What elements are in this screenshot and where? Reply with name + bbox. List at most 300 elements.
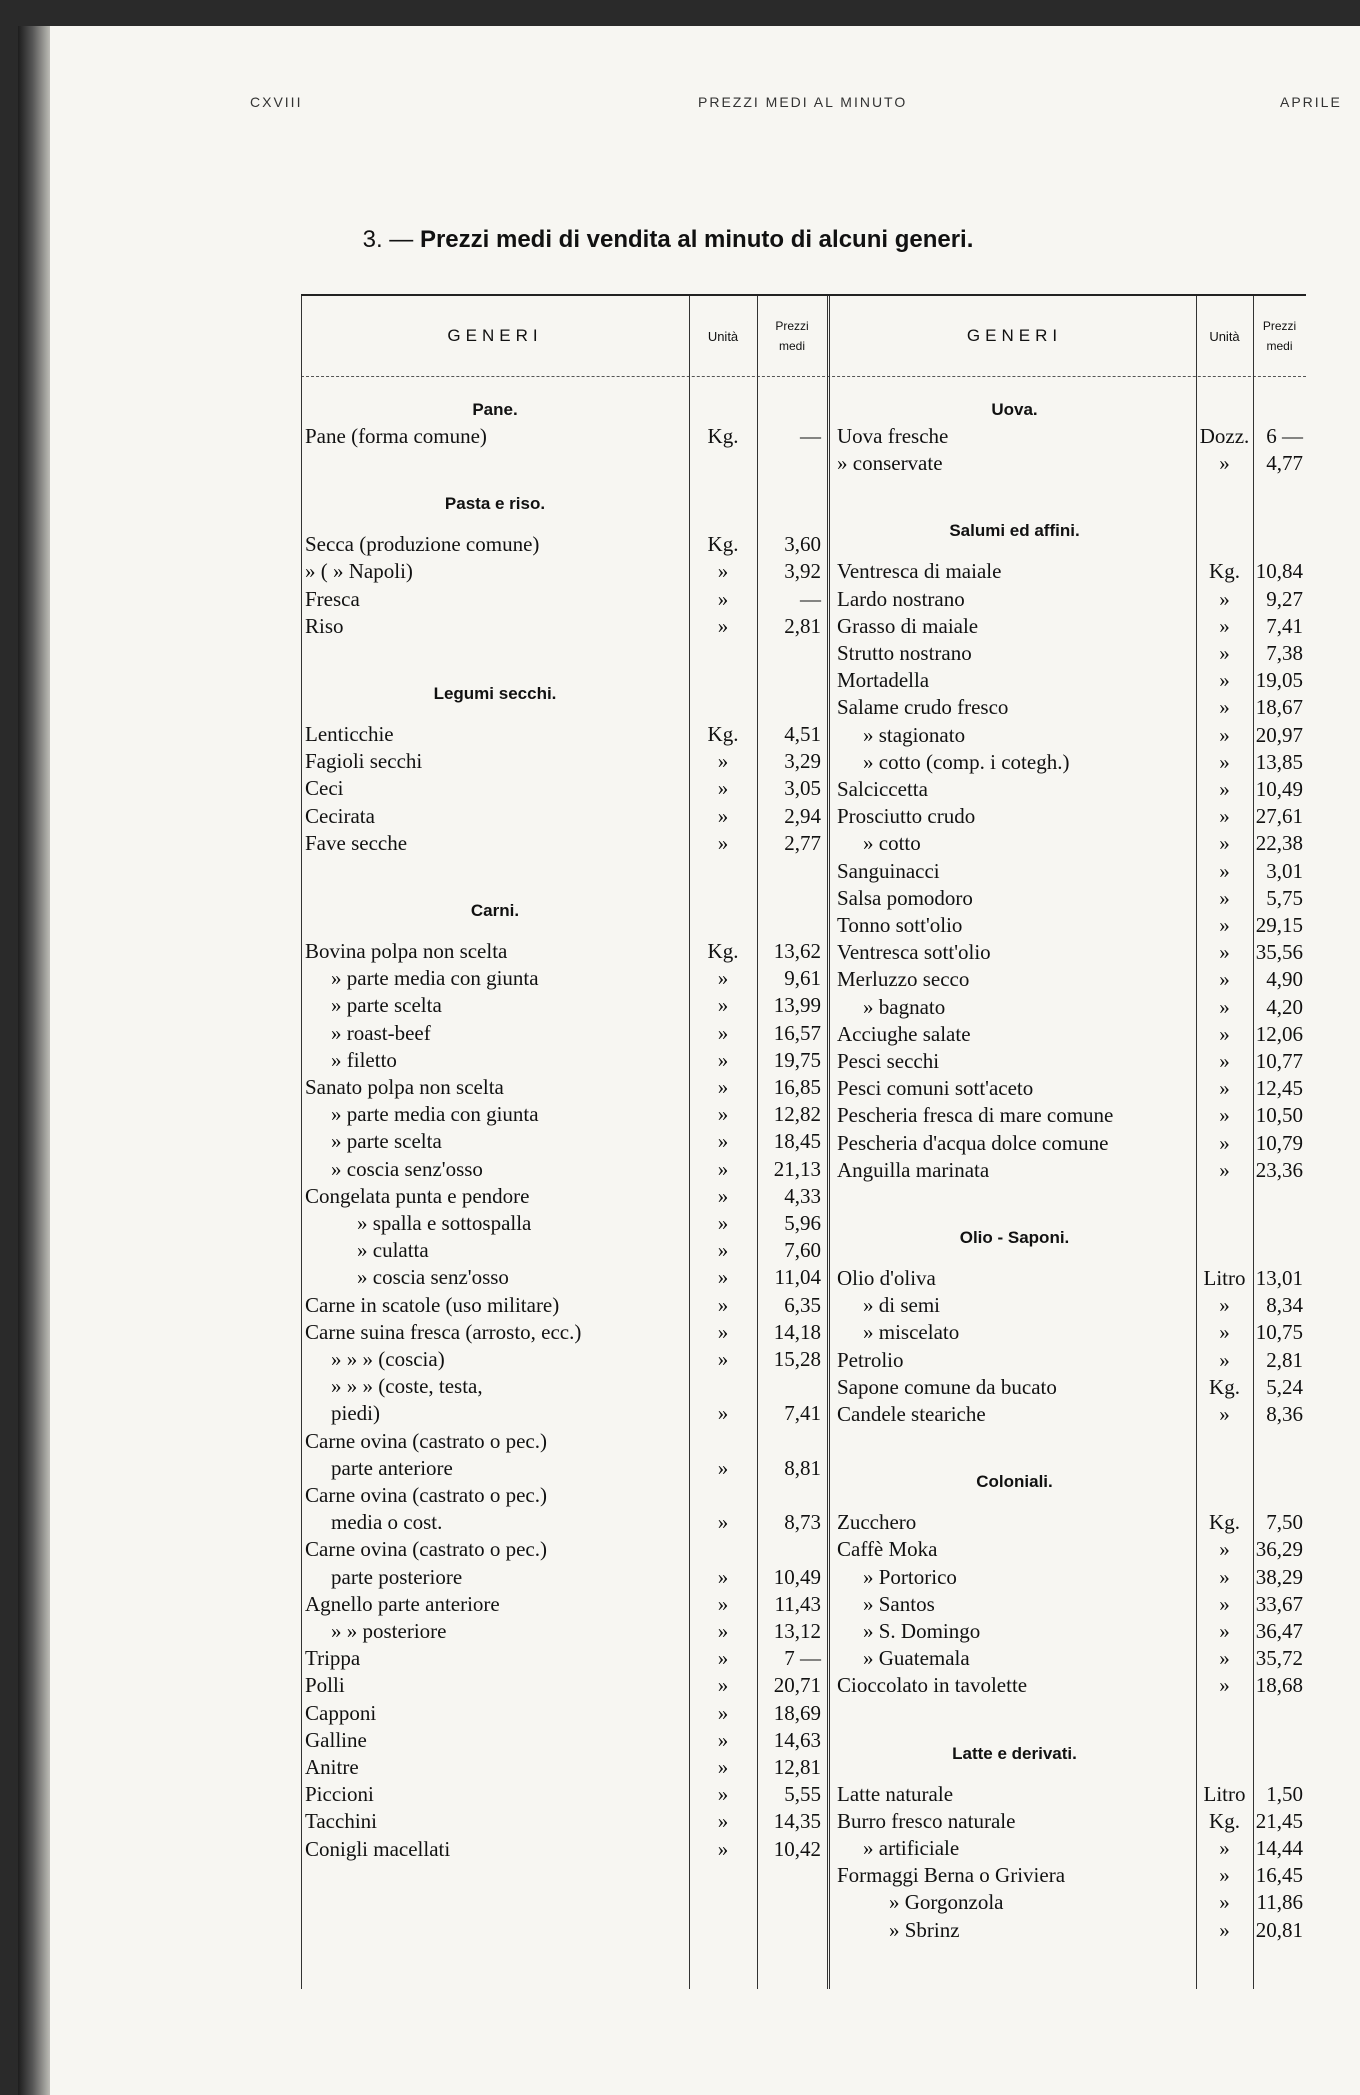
item-name: Secca (produzione comune) <box>305 532 540 557</box>
table-row <box>301 1591 827 1618</box>
table-row <box>301 721 827 748</box>
table-row <box>301 1808 827 1835</box>
item-name: Anguilla marinata <box>837 1157 990 1182</box>
item-name: Candele steariche <box>837 1402 986 1426</box>
item-price: 23,36 <box>1255 1157 1303 1182</box>
table-row <box>301 1509 827 1536</box>
item-name: » miscelato <box>863 1320 960 1345</box>
item-name: Carne in scatole (uso militare) <box>305 1292 560 1317</box>
table-row <box>833 1672 1306 1699</box>
item-price: 38,29 <box>1255 1564 1303 1589</box>
table-row <box>301 558 827 585</box>
item-name: » parte media con giunta <box>331 1102 539 1127</box>
item-unit: » <box>1219 641 1230 665</box>
item-name: » Guatemala <box>863 1646 970 1671</box>
item-unit: » <box>1219 1049 1230 1073</box>
item-price: 27,61 <box>1255 804 1303 829</box>
item-unit: » <box>717 1564 729 1589</box>
item-price: 8,73 <box>784 1510 821 1535</box>
item-price: 2,77 <box>784 830 821 855</box>
item-unit: » <box>717 1700 729 1725</box>
table-row <box>833 912 1306 939</box>
item-name: » parte scelta <box>331 1129 442 1154</box>
item-price: 35,72 <box>1255 1646 1303 1671</box>
section-heading: Legumi secchi. <box>433 684 557 703</box>
item-unit: » <box>1219 1076 1230 1101</box>
table-row <box>833 939 1306 966</box>
item-price: 3,92 <box>784 559 821 584</box>
table-row <box>833 1618 1306 1645</box>
table-row <box>833 994 1306 1021</box>
item-unit: Kg. <box>707 939 739 963</box>
table-row <box>833 1319 1306 1346</box>
item-name: Salame crudo fresco <box>837 695 1009 720</box>
item-name: » parte media con giunta <box>331 966 539 991</box>
table-row <box>301 613 827 640</box>
table-row <box>833 1808 1306 1835</box>
item-unit: » <box>717 1129 729 1154</box>
item-price: 10,50 <box>1255 1103 1303 1128</box>
item-name: » coscia senz'osso <box>357 1265 509 1290</box>
table-row <box>301 748 827 775</box>
item-price: 20,71 <box>773 1673 821 1698</box>
item-name: piedi) <box>331 1401 380 1426</box>
table-row <box>301 1482 827 1509</box>
item-name: Agnello parte anteriore <box>305 1591 500 1616</box>
item-price: 13,85 <box>1255 749 1303 774</box>
table-row <box>833 1645 1306 1672</box>
item-price: 5,75 <box>1266 885 1303 910</box>
item-name: Cioccolato in tavolette <box>837 1673 1028 1698</box>
table-row <box>833 1130 1306 1157</box>
right-unita-header: Unità <box>1209 328 1240 344</box>
item-name: Formaggi Berna o Griviera <box>837 1863 1066 1888</box>
item-price: 2,81 <box>1266 1347 1303 1372</box>
item-unit: Kg. <box>707 722 739 746</box>
item-unit: » <box>1219 1402 1230 1426</box>
item-unit: » <box>717 966 729 991</box>
item-name: Pescheria d'acqua dolce comune <box>837 1130 1109 1155</box>
item-price: 14,35 <box>773 1809 821 1834</box>
item-price: 13,62 <box>773 939 821 963</box>
item-unit: » <box>1219 1320 1230 1345</box>
item-name: Prosciutto crudo <box>837 804 976 829</box>
running-title: PREZZI MEDI AL MINUTO <box>698 94 908 110</box>
item-name: Carne ovina (castrato o pec.) <box>305 1537 547 1562</box>
item-unit: » <box>717 1673 729 1698</box>
item-name: » S. Domingo <box>863 1619 981 1643</box>
table-row <box>833 423 1306 450</box>
item-name: » filetto <box>331 1047 397 1072</box>
item-price: 3,60 <box>784 532 821 557</box>
item-price: 12,82 <box>773 1102 821 1127</box>
item-unit: Kg. <box>1209 1374 1240 1399</box>
item-unit: » <box>1219 1157 1230 1182</box>
item-price: 13,99 <box>773 993 821 1018</box>
item-price: 10,75 <box>1255 1320 1303 1345</box>
table-row <box>833 803 1306 830</box>
section-heading: Salumi ed affini. <box>949 521 1080 541</box>
item-unit: » <box>1219 858 1230 883</box>
item-unit: » <box>717 559 729 584</box>
item-price: 3,01 <box>1266 858 1303 883</box>
table-row <box>301 1074 827 1101</box>
table-row <box>301 1319 827 1346</box>
table-row <box>301 586 827 613</box>
table-row <box>301 1101 827 1128</box>
item-price: 10,79 <box>1255 1130 1303 1155</box>
item-name: » cotto (comp. i cotegh.) <box>863 749 1070 774</box>
item-name: Piccioni <box>305 1782 374 1807</box>
item-price: 7,60 <box>784 1238 821 1263</box>
item-name: » Gorgonzola <box>889 1890 1004 1915</box>
item-unit: » <box>717 1401 729 1426</box>
item-unit: » <box>717 1156 729 1181</box>
item-unit: » <box>1219 1917 1230 1942</box>
item-unit: Kg. <box>1209 1808 1240 1833</box>
item-price: 13,12 <box>773 1619 821 1643</box>
item-price: 18,68 <box>1255 1673 1303 1698</box>
item-price: 18,69 <box>773 1700 821 1725</box>
item-name: Ceci <box>305 776 344 801</box>
item-name: Trippa <box>305 1646 361 1671</box>
item-price: 7,50 <box>1266 1510 1303 1535</box>
item-unit: » <box>717 1755 729 1779</box>
item-name: Fagioli secchi <box>305 749 423 774</box>
table-row <box>301 938 827 965</box>
item-price: 5,24 <box>1266 1374 1303 1399</box>
running-title-right: APRILE <box>1280 94 1342 110</box>
table-row <box>833 1889 1306 1916</box>
table-row <box>833 1862 1306 1889</box>
item-price: 19,05 <box>1255 668 1303 693</box>
center-double-rule <box>827 296 830 1989</box>
item-price: — <box>800 586 821 611</box>
item-name: Fresca <box>305 586 360 611</box>
item-unit: » <box>1219 994 1230 1019</box>
item-price: 20,81 <box>1255 1917 1303 1942</box>
table-row <box>833 1591 1306 1618</box>
item-name: » » » (coscia) <box>331 1347 445 1371</box>
item-unit: » <box>1219 722 1230 747</box>
table-row <box>833 1157 1306 1184</box>
item-name: Polli <box>305 1673 345 1698</box>
table-row <box>301 1727 827 1754</box>
item-unit: » <box>717 1211 729 1235</box>
table-row <box>833 1781 1306 1808</box>
section-heading: Uova. <box>991 400 1038 419</box>
header-separator <box>301 376 1306 377</box>
table-title-text: Prezzi medi di vendita al minuto di alcuni generi. <box>419 226 974 253</box>
table-row <box>833 1835 1306 1862</box>
item-name: Salciccetta <box>837 777 928 801</box>
item-unit: » <box>717 1347 729 1371</box>
item-price: 8,36 <box>1266 1402 1303 1426</box>
item-unit: » <box>717 1510 729 1535</box>
item-price: 4,90 <box>1266 967 1303 992</box>
item-name: Sapone comune da bucato <box>837 1374 1057 1399</box>
table-row <box>301 531 827 558</box>
item-price: 21,45 <box>1255 1808 1303 1833</box>
item-unit: » <box>1219 749 1230 774</box>
item-price: 10,42 <box>773 1836 821 1861</box>
item-price: 29,15 <box>1255 913 1303 937</box>
item-unit: » <box>717 1238 729 1263</box>
item-unit: Kg. <box>707 424 739 448</box>
table-row <box>833 966 1306 993</box>
item-price: 14,18 <box>773 1319 821 1344</box>
item-unit: » <box>1219 831 1230 856</box>
item-name: Merluzzo secco <box>837 967 970 992</box>
item-name: Galline <box>305 1727 367 1752</box>
item-name: Salsa pomodoro <box>837 885 973 910</box>
item-unit: » <box>717 1646 729 1671</box>
table-row <box>833 1347 1306 1374</box>
item-name: Sanato polpa non scelta <box>305 1075 504 1099</box>
item-unit: » <box>1219 1646 1230 1671</box>
item-price: 4,51 <box>784 722 821 746</box>
item-name: » roast-beef <box>331 1020 431 1045</box>
item-unit: » <box>1219 913 1230 937</box>
item-name: Strutto nostrano <box>837 641 972 665</box>
item-unit: » <box>1219 586 1230 611</box>
item-price: 7,41 <box>1266 613 1303 638</box>
item-unit: » <box>1219 967 1230 992</box>
item-unit: » <box>717 1292 729 1317</box>
item-unit: » <box>717 1183 729 1208</box>
item-price: 1,50 <box>1266 1781 1303 1806</box>
right-generi-header: GENERI <box>966 326 1063 345</box>
table-row <box>301 1645 827 1672</box>
item-price: 20,97 <box>1255 722 1303 747</box>
item-price: 7,38 <box>1266 641 1303 665</box>
item-price: 18,67 <box>1255 695 1303 720</box>
table-row <box>833 776 1306 803</box>
table-row <box>833 1536 1306 1563</box>
item-unit: Kg. <box>1209 1510 1240 1535</box>
item-price: 12,81 <box>773 1755 821 1779</box>
item-name: Uova fresche <box>837 424 949 448</box>
table-row <box>833 1021 1306 1048</box>
table-row <box>301 965 827 992</box>
item-price: 6 — <box>1266 424 1303 448</box>
item-name: Ventresca sott'olio <box>837 940 991 965</box>
item-name: » coscia senz'osso <box>331 1156 483 1181</box>
item-unit: Litro <box>1203 1781 1246 1806</box>
table-row <box>833 885 1306 912</box>
item-unit: » <box>717 613 729 638</box>
item-unit: » <box>717 1020 729 1045</box>
item-name: Latte naturale <box>837 1781 954 1806</box>
item-unit: » <box>717 1836 729 1861</box>
table-row <box>833 1075 1306 1102</box>
item-name: » spalla e sottospalla <box>357 1211 532 1235</box>
item-name: Sanguinacci <box>837 858 940 883</box>
item-price: 7,41 <box>784 1401 821 1426</box>
price-table <box>301 294 1306 1989</box>
table-row <box>833 613 1306 640</box>
table-row <box>833 722 1306 749</box>
item-name: » artificiale <box>863 1836 960 1860</box>
table-row <box>301 1047 827 1074</box>
table-row <box>833 1917 1306 1944</box>
document-page <box>18 26 1360 2095</box>
left-generi-header: GENERI <box>447 326 543 345</box>
item-price: 4,77 <box>1266 451 1303 476</box>
item-name: Anitre <box>305 1755 359 1779</box>
item-unit: » <box>1219 1021 1230 1046</box>
table-row <box>833 694 1306 721</box>
item-price: 7 — <box>784 1646 821 1671</box>
item-name: Petrolio <box>837 1347 904 1372</box>
table-row <box>301 1156 827 1183</box>
item-price: 22,38 <box>1255 831 1303 856</box>
item-name: Lenticchie <box>305 722 394 746</box>
table-row <box>833 830 1306 857</box>
item-unit: » <box>1219 695 1230 720</box>
item-unit: Litro <box>1203 1266 1246 1290</box>
item-unit: » <box>717 1727 729 1752</box>
item-price: 5,96 <box>784 1211 821 1235</box>
table-row <box>301 1781 827 1808</box>
section-heading: Carni. <box>470 901 520 920</box>
table-row <box>833 1374 1306 1401</box>
item-name: Pescheria fresca di mare comune <box>837 1103 1114 1128</box>
table-row <box>301 1292 827 1319</box>
table-row <box>833 586 1306 613</box>
item-price: 11,86 <box>1256 1890 1303 1915</box>
item-price: 12,45 <box>1255 1076 1303 1101</box>
item-name: parte posteriore <box>331 1564 463 1589</box>
item-name: Olio d'oliva <box>837 1266 936 1290</box>
table-row <box>301 1672 827 1699</box>
item-name: » bagnato <box>863 994 946 1019</box>
table-row <box>833 1265 1306 1292</box>
table-row <box>833 1102 1306 1129</box>
item-unit: » <box>1219 1591 1230 1616</box>
table-row <box>301 1618 827 1645</box>
table-row <box>301 1373 827 1400</box>
item-name: » » posteriore <box>331 1619 447 1643</box>
item-unit: » <box>1219 1619 1230 1643</box>
item-name: » Sbrinz <box>889 1917 960 1942</box>
table-row <box>833 1509 1306 1536</box>
item-price: 35,56 <box>1255 940 1303 965</box>
item-price: 2,81 <box>784 613 821 638</box>
right-prezzi-header: Prezzi medi <box>1262 319 1297 353</box>
item-price: 16,85 <box>773 1075 821 1099</box>
item-unit: » <box>1219 804 1230 829</box>
table-title <box>18 226 1318 254</box>
table-row <box>833 1401 1306 1428</box>
table-row <box>301 423 827 450</box>
table-row <box>833 1048 1306 1075</box>
running-header <box>18 94 1360 124</box>
item-price: 12,06 <box>1255 1021 1303 1046</box>
item-name: » » » (coste, testa, <box>331 1374 483 1399</box>
item-unit: » <box>1219 1293 1230 1318</box>
item-price: 8,81 <box>784 1455 821 1480</box>
section-heading: Latte e derivati. <box>952 1743 1077 1763</box>
item-name: » Portorico <box>863 1564 957 1589</box>
table-row <box>833 858 1306 885</box>
item-name: » di semi <box>863 1293 940 1318</box>
item-name: media o cost. <box>331 1510 443 1535</box>
table-row <box>833 749 1306 776</box>
item-name: Carne ovina (castrato o pec.) <box>305 1428 547 1453</box>
section-heading: Pane. <box>472 400 518 419</box>
table-row <box>301 803 827 830</box>
item-unit: » <box>717 993 729 1018</box>
item-unit: » <box>717 803 729 828</box>
table-row <box>301 992 827 1019</box>
table-row <box>301 775 827 802</box>
item-price: 21,13 <box>773 1156 821 1181</box>
table-row <box>833 1564 1306 1591</box>
item-unit: » <box>1219 940 1230 965</box>
item-unit: » <box>1219 1103 1230 1128</box>
item-name: Pesci secchi <box>837 1049 940 1073</box>
item-unit: » <box>717 1782 729 1807</box>
item-name: Mortadella <box>837 668 930 693</box>
item-price: 5,55 <box>784 1782 821 1807</box>
item-price: 9,61 <box>784 966 821 991</box>
item-unit: » <box>1219 777 1230 801</box>
section-heading: Coloniali. <box>976 1472 1053 1492</box>
page-number: CXVIII <box>250 94 303 110</box>
item-name: Congelata punta e pendore <box>305 1183 530 1208</box>
item-unit: » <box>1219 1564 1230 1589</box>
item-name: Grasso di maiale <box>837 613 979 638</box>
item-unit: » <box>717 1319 729 1344</box>
table-row <box>301 1754 827 1781</box>
item-name: Ventresca di maiale <box>837 559 1002 584</box>
table-row <box>301 1700 827 1727</box>
item-unit: » <box>1219 1130 1230 1155</box>
table-row <box>301 1020 827 1047</box>
item-price: 36,47 <box>1255 1619 1303 1643</box>
item-price: 33,67 <box>1255 1591 1303 1616</box>
table-number: 3. — <box>362 226 414 253</box>
item-price: 6,35 <box>784 1292 821 1317</box>
item-name: » parte scelta <box>331 993 442 1018</box>
item-unit: » <box>717 1047 729 1072</box>
left-unita-header: Unità <box>707 328 739 344</box>
item-price: 16,57 <box>773 1020 821 1045</box>
table-row <box>301 1400 827 1427</box>
item-unit: » <box>1219 1836 1230 1860</box>
table-row <box>301 1264 827 1291</box>
table-row <box>301 1564 827 1591</box>
item-name: Tacchini <box>305 1809 377 1834</box>
item-price: 9,27 <box>1266 586 1303 611</box>
table-row <box>833 558 1306 585</box>
table-row <box>301 1536 827 1563</box>
item-unit: Kg. <box>1209 559 1240 584</box>
item-price: 11,43 <box>774 1591 821 1616</box>
item-name: » stagionato <box>863 722 966 747</box>
item-price: 36,29 <box>1255 1537 1303 1562</box>
item-price: 4,20 <box>1266 994 1303 1019</box>
item-unit: » <box>717 1265 729 1290</box>
table-row <box>301 1128 827 1155</box>
item-unit: » <box>1219 613 1230 638</box>
item-name: » Santos <box>863 1591 935 1616</box>
item-unit: » <box>1219 668 1230 693</box>
item-name: » conservate <box>837 451 943 476</box>
table-row <box>301 1428 827 1455</box>
item-price: 19,75 <box>773 1047 821 1072</box>
